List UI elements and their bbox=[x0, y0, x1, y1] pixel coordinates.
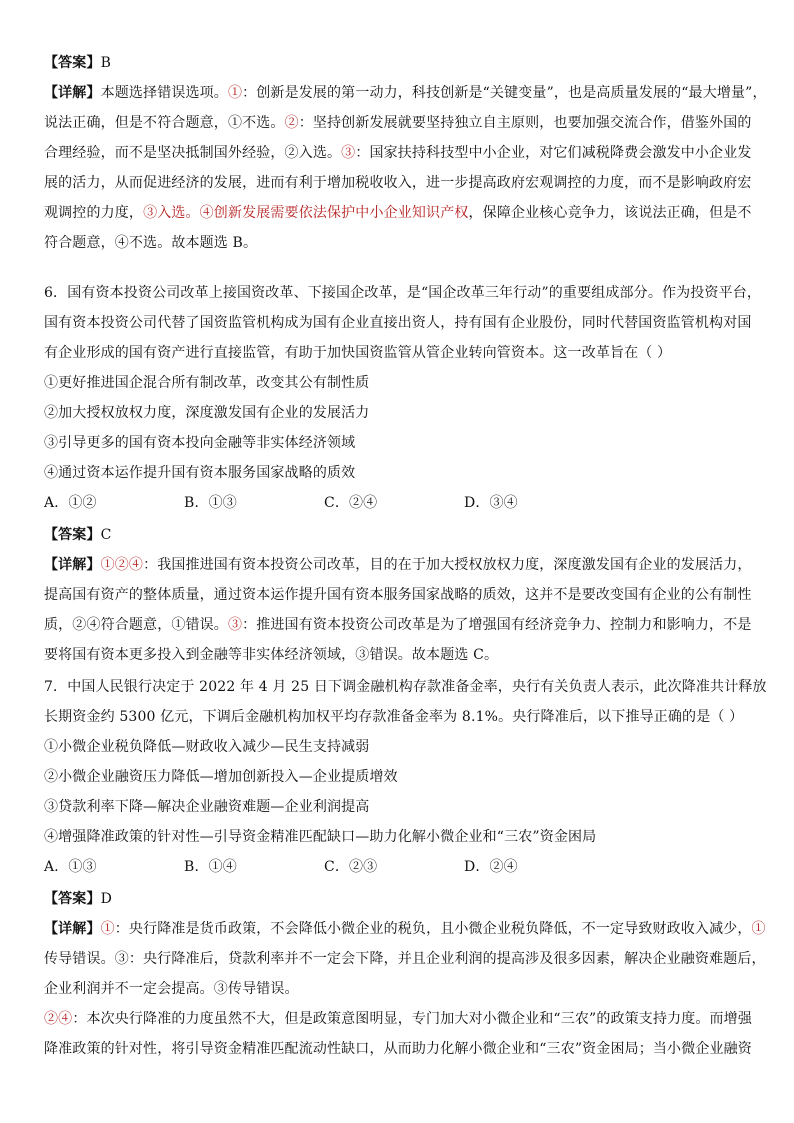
option-b: B．①④ bbox=[184, 859, 237, 875]
detail-line bbox=[44, 108, 764, 138]
text-segment: 质，②④符合题意，①错误。 bbox=[44, 617, 228, 633]
q5-detail bbox=[44, 78, 767, 258]
detail-tag: 【详解】 bbox=[44, 85, 101, 101]
question-stem-line: 国有资本投资公司代替了国资监管机构成为国有企业直接出资人，持有国有企业股份，同时代替国资监管机构对国 bbox=[44, 315, 752, 331]
detail-line bbox=[44, 198, 764, 228]
detail-line bbox=[44, 580, 764, 610]
answer-value: D bbox=[100, 891, 112, 907]
answer-tag: 【答案】 bbox=[44, 527, 101, 543]
detail-line bbox=[44, 610, 764, 640]
option-d: D．③④ bbox=[464, 495, 518, 511]
detail-tag: 【详解】 bbox=[44, 557, 101, 573]
highlighted-text: ③ bbox=[341, 145, 356, 161]
question-stem-line: 长期资金约 5300 亿元，下调后金融机构加权平均存款准备金率为 8.1%。央行降准后，以下推导正确的是（ ） bbox=[44, 709, 744, 725]
text-segment: ：央行降准是货币政策，不会降低小微企业的税负，且小微企业税负降低，不一定导致财政收入减少， bbox=[114, 921, 752, 937]
highlighted-text: ① bbox=[751, 921, 766, 937]
highlighted-text: ①②④ bbox=[100, 557, 144, 573]
text-segment: 传导错误。③：央行降准后，贷款利率并不一定会下降，并且企业利润的提高涉及很多因素，解决企业融资难题后， bbox=[44, 951, 766, 967]
q7-answer bbox=[44, 884, 764, 914]
detail-line bbox=[44, 78, 767, 108]
text-segment: 提高国有资产的整体质量，通过资本运作提升国有资本服务国家战略的质效，这并不是要改变国有企业的公有制性 bbox=[44, 587, 752, 603]
statement-item: ④通过资本运作提升国有资本服务国家战略的质效 bbox=[44, 465, 356, 481]
q6-section bbox=[44, 278, 764, 670]
text-segment: 企业利润并不一定会提高。③传导错误。 bbox=[44, 981, 299, 997]
q6-detail bbox=[44, 550, 764, 670]
text-segment: ：创新是发展的第一动力，科技创新是“关键变量”，也是高质量发展的“最大增量”， bbox=[242, 85, 767, 101]
question-stem-line: 7．中国人民银行决定于 2022 年 4 月 25 日下调金融机构存款准备金率，央行有关负责人表示，此次降准共计释放 bbox=[44, 679, 767, 695]
option-a: A．①② bbox=[44, 495, 97, 511]
detail-line bbox=[44, 550, 764, 580]
statement-item: ③贷款利率下降—解决企业融资难题—企业利润提高 bbox=[44, 799, 370, 815]
detail-line bbox=[44, 974, 764, 1004]
statement-item: ④增强降准政策的针对性—引导资金精准匹配缺口—助力化解小微企业和“三农”资金困局 bbox=[44, 829, 597, 845]
text-segment: ：我国推进国有资本投资公司改革，目的在于加大授权放权力度，深度激发国有企业的发展活力， bbox=[143, 557, 752, 573]
statement-item: ③引导更多的国有资本投向金融等非实体经济领域 bbox=[44, 435, 356, 451]
text-segment: 合理经验，而不是坚决抵制国外经验，②入选。 bbox=[44, 145, 342, 161]
text-segment: 要将国有资本更多投入到金融等非实体经济领域，③错误。故本题选 C。 bbox=[44, 647, 499, 663]
detail-line bbox=[44, 1034, 764, 1064]
text-segment: 本题选择错误选项。 bbox=[100, 85, 228, 101]
text-segment: ，保障企业核心竞争力，该说法正确，但是不 bbox=[468, 205, 752, 221]
question-stem-line: 6．国有资本投资公司改革上接国资改革、下接国企改革，是“国企改革三年行动”的重要组成部分。作为投资平台， bbox=[44, 285, 762, 301]
text-segment: 观调控的力度， bbox=[44, 205, 144, 221]
option-c: C．②③ bbox=[324, 859, 378, 875]
detail-line bbox=[44, 944, 764, 974]
text-segment: 说法正确，但是不符合题意，①不选。 bbox=[44, 115, 285, 131]
q7-detail bbox=[44, 914, 764, 1064]
answer-tag: 【答案】 bbox=[44, 55, 101, 71]
q6-answer bbox=[44, 520, 764, 550]
statement-item: ②小微企业融资压力降低—增加创新投入—企业提质增效 bbox=[44, 769, 398, 785]
answer-options bbox=[44, 488, 764, 518]
text-segment: 降准政策的针对性，将引导资金精准匹配流动性缺口，从而助力化解小微企业和“三农”资金困局；当小微企业融资 bbox=[44, 1041, 752, 1057]
statement-item: ①更好推进国企混合所有制改革，改变其公有制性质 bbox=[44, 375, 370, 391]
detail-line bbox=[44, 914, 764, 944]
q7-section bbox=[44, 672, 767, 1064]
text-segment: ：国家扶持科技型中小企业，对它们减税降费会激发中小企业发 bbox=[355, 145, 752, 161]
detail-line bbox=[44, 138, 764, 168]
option-d: D．②④ bbox=[464, 859, 518, 875]
highlighted-text: ② bbox=[284, 115, 299, 131]
highlighted-text: ① bbox=[100, 921, 115, 937]
answer-value: B bbox=[100, 55, 112, 71]
highlighted-text: ③入选。④创新发展需要依法保护中小企业知识产权 bbox=[143, 205, 469, 221]
answer-value: C bbox=[100, 527, 112, 543]
text-segment: 展的活力，从而促进经济的发展，进而有利于增加税收收入，进一步提高政府宏观调控的力度，而不是影响政府宏 bbox=[44, 175, 752, 191]
answer-tag: 【答案】 bbox=[44, 891, 101, 907]
question-stem-line: 有企业形成的国有资产进行直接监管，有助于加快国资监管从管企业转向管资本。这一改革旨在（ ） bbox=[44, 345, 672, 361]
highlighted-text: ③ bbox=[227, 617, 243, 633]
option-a: A．①③ bbox=[44, 859, 97, 875]
detail-line bbox=[44, 1004, 764, 1034]
option-b: B．①③ bbox=[184, 495, 237, 511]
detail-line bbox=[44, 640, 764, 670]
q5-section bbox=[44, 48, 767, 258]
detail-tag: 【详解】 bbox=[44, 921, 101, 937]
text-segment: ：推进国有资本投资公司改革是为了增强国有经济竞争力、控制力和影响力，不是 bbox=[242, 617, 752, 633]
detail-line bbox=[44, 228, 764, 258]
statement-item: ②加大授权放权力度，深度激发国有企业的发展活力 bbox=[44, 405, 370, 421]
answer-options bbox=[44, 852, 764, 882]
text-segment: ：本次央行降准的力度虽然不大，但是政策意图明显，专门加大对小微企业和“三农”的政策支持力度。而增强 bbox=[72, 1011, 752, 1027]
text-segment: 符合题意，④不选。故本题选 B。 bbox=[44, 235, 258, 251]
highlighted-text: ① bbox=[227, 85, 243, 101]
highlighted-text: ②④ bbox=[44, 1011, 73, 1027]
statement-item: ①小微企业税负降低—财政收入减少—民生支持减弱 bbox=[44, 739, 370, 755]
detail-line bbox=[44, 168, 764, 198]
option-c: C．②④ bbox=[324, 495, 378, 511]
q5-answer bbox=[44, 48, 764, 78]
text-segment: ：坚持创新发展就要坚持独立自主原则，也要加强交流合作，借鉴外国的 bbox=[298, 115, 752, 131]
